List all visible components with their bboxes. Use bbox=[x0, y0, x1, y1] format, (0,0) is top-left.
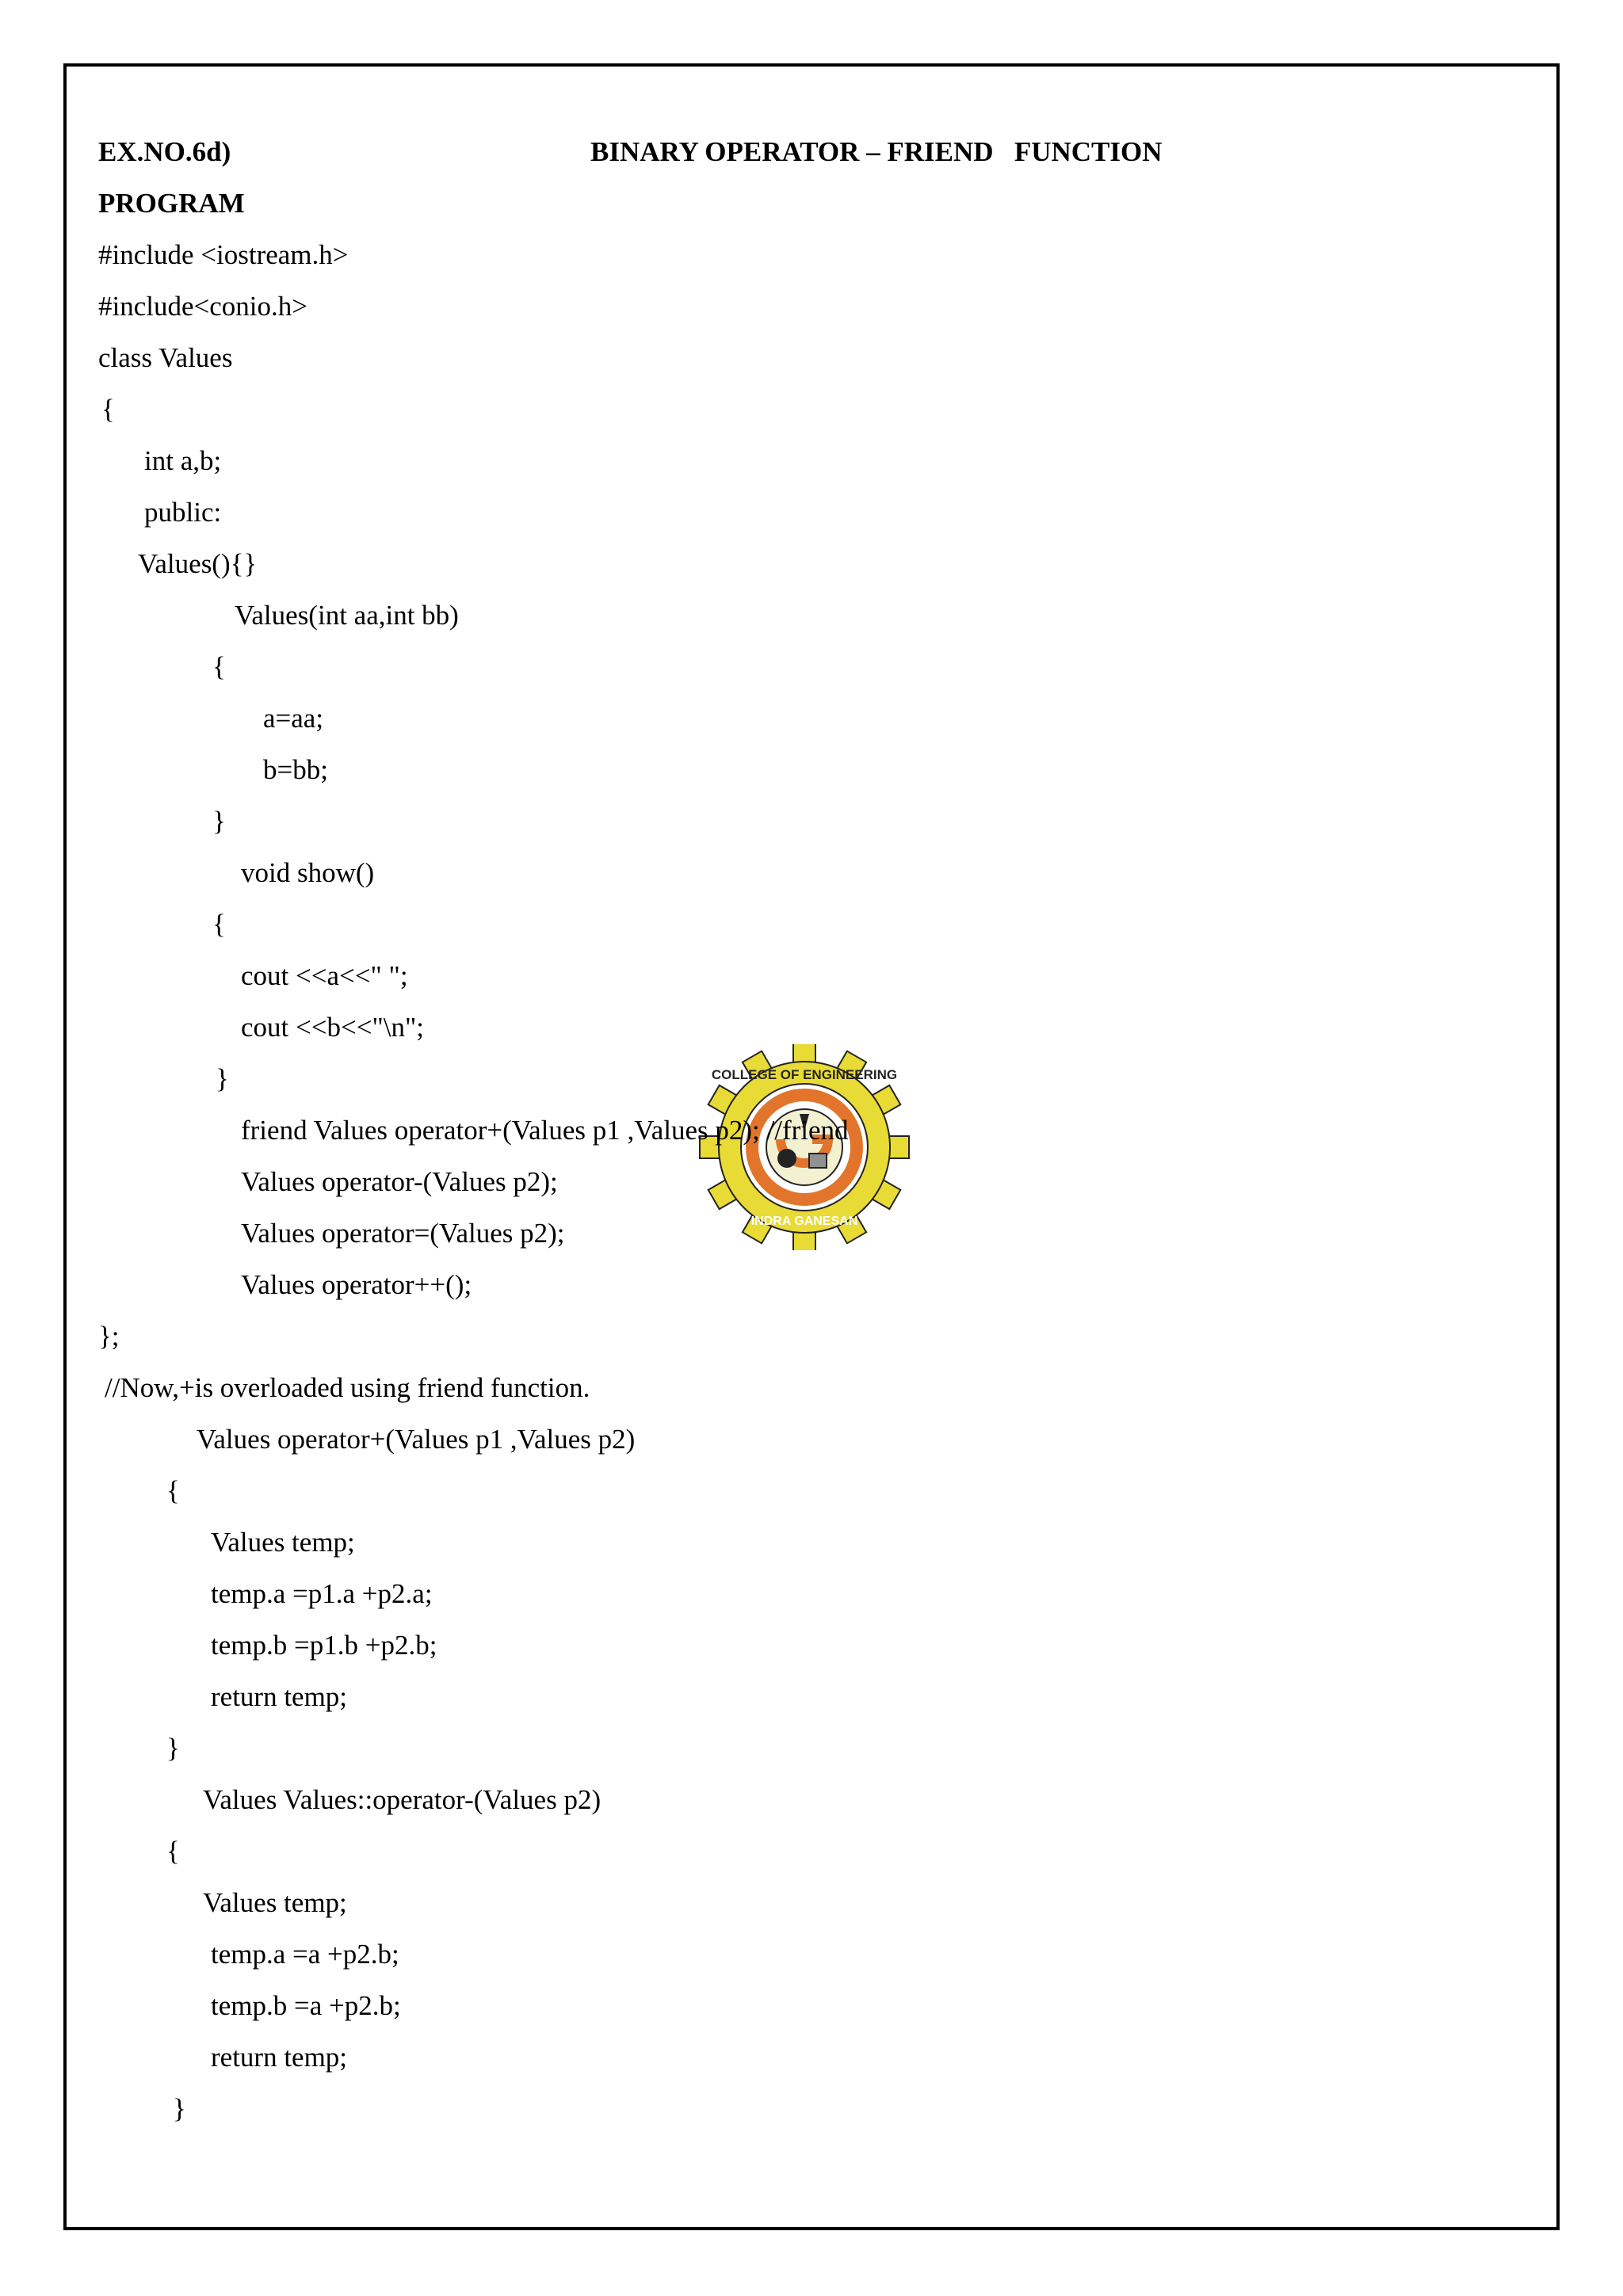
exercise-number: EX.NO.6d) bbox=[98, 136, 231, 167]
code-line: } bbox=[166, 1733, 180, 1764]
code-line: class Values bbox=[98, 342, 233, 373]
code-line: void show() bbox=[241, 857, 375, 888]
code-line: a=aa; bbox=[263, 703, 324, 734]
code-line: { bbox=[166, 1836, 180, 1867]
code-line: //Now,+is overloaded using friend function. bbox=[105, 1372, 590, 1403]
code-line: temp.b =a +p2.b; bbox=[211, 1990, 401, 2021]
code-line: { bbox=[166, 1475, 180, 1506]
code-line: Values operator=(Values p2); bbox=[241, 1218, 565, 1249]
code-line: Values operator+(Values p1 ,Values p2) bbox=[197, 1424, 636, 1455]
code-line: temp.a =a +p2.b; bbox=[211, 1939, 399, 1970]
code-line: Values temp; bbox=[211, 1527, 355, 1558]
logo-bottom-text: INDRA GANESAN bbox=[750, 1215, 858, 1228]
code-line: temp.b =p1.b +p2.b; bbox=[211, 1630, 437, 1661]
code-line: cout <<b<<"\n"; bbox=[241, 1012, 424, 1043]
code-line: }; bbox=[98, 1321, 120, 1352]
code-line: return temp; bbox=[211, 1681, 348, 1712]
code-line: } bbox=[173, 2093, 186, 2124]
code-line: Values operator-(Values p2); bbox=[241, 1166, 558, 1197]
logo-top-text: COLLEGE OF ENGINEERING bbox=[711, 1067, 898, 1082]
code-line: Values Values::operator-(Values p2) bbox=[203, 1784, 601, 1815]
code-line: return temp; bbox=[211, 2042, 348, 2073]
document-title: BINARY OPERATOR – FRIEND FUNCTION bbox=[590, 136, 1163, 167]
code-line: { bbox=[101, 394, 115, 425]
code-line: friend Values operator+(Values p1 ,Values p2); //friend bbox=[241, 1115, 849, 1146]
code-line: #include<conio.h> bbox=[98, 291, 308, 322]
code-line: { bbox=[212, 651, 226, 682]
code-line: temp.a =p1.a +p2.a; bbox=[211, 1578, 433, 1609]
code-line: int a,b; bbox=[144, 445, 222, 476]
section-label: PROGRAM bbox=[98, 188, 245, 219]
code-line: public: bbox=[144, 497, 222, 528]
code-line: cout <<a<<" "; bbox=[241, 960, 408, 991]
code-line: b=bb; bbox=[263, 754, 328, 785]
code-line: Values operator++(); bbox=[241, 1269, 472, 1300]
code-line: } bbox=[216, 1063, 229, 1094]
code-line: { bbox=[212, 909, 226, 940]
code-line: #include <iostream.h> bbox=[98, 239, 349, 270]
college-logo-icon bbox=[685, 1044, 923, 1250]
code-line: Values(){} bbox=[138, 548, 258, 579]
code-line: Values(int aa,int bb) bbox=[235, 600, 459, 631]
code-line: } bbox=[212, 806, 226, 837]
code-line: Values temp; bbox=[203, 1887, 347, 1918]
